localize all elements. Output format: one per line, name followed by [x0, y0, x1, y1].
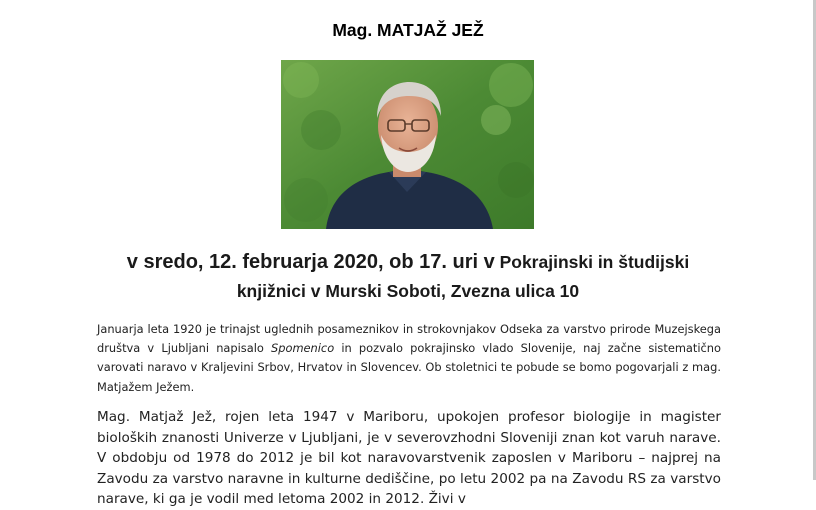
headline-date: v sredo, 12. februarja 2020, ob 17. uri v — [126, 251, 495, 273]
event-headline-line1 — [0, 251, 816, 274]
bio-paragraph: Mag. Matjaž Jež, rojen leta 1947 v Mariboru, upokojen profesor biologije in magister bioloških znanosti Univerze v Ljubljani, je v severovzhodni Sloveniji znan kot varuh narave. V obdobju od 1978 do 2012 je bil kot naravovarstvenik zaposlen v Mariboru – najprej na Zavodu za varstvo naravne in kulturne dediščine, po letu 2002 pa na Zavodu RS za varstvo narave, ki ga je vodil med letoma 2002 in 2012. Živi v — [97, 409, 721, 507]
headline-venue-start: Pokrajinski in študijski — [494, 252, 690, 272]
portrait-image — [281, 60, 534, 229]
page-title: Mag. MATJAŽ JEŽ — [332, 20, 484, 40]
intro-text-end: in pozvalo pokrajinsko vlado Slovenije, naj začne sistematično varovati naravo v Kraljevini Srbov, Hrvatov in Slovencev. Ob stoletnici te pobude se bomo pogovarjali z mag. Matjažem Ježem. — [97, 341, 721, 394]
event-headline-line2: knjižnici v Murski Soboti, Zvezna ulica 10 — [236, 281, 580, 301]
portrait-photo — [281, 60, 534, 229]
intro-italic-title: Spomenico — [271, 341, 335, 356]
intro-text-start: Januarja leta 1920 je trinajst uglednih posameznikov in strokovnjakov Odseka za varstvo prirode Muzejskega društva v Ljubljani napisalo — [97, 322, 721, 356]
intro-paragraph — [97, 320, 721, 397]
